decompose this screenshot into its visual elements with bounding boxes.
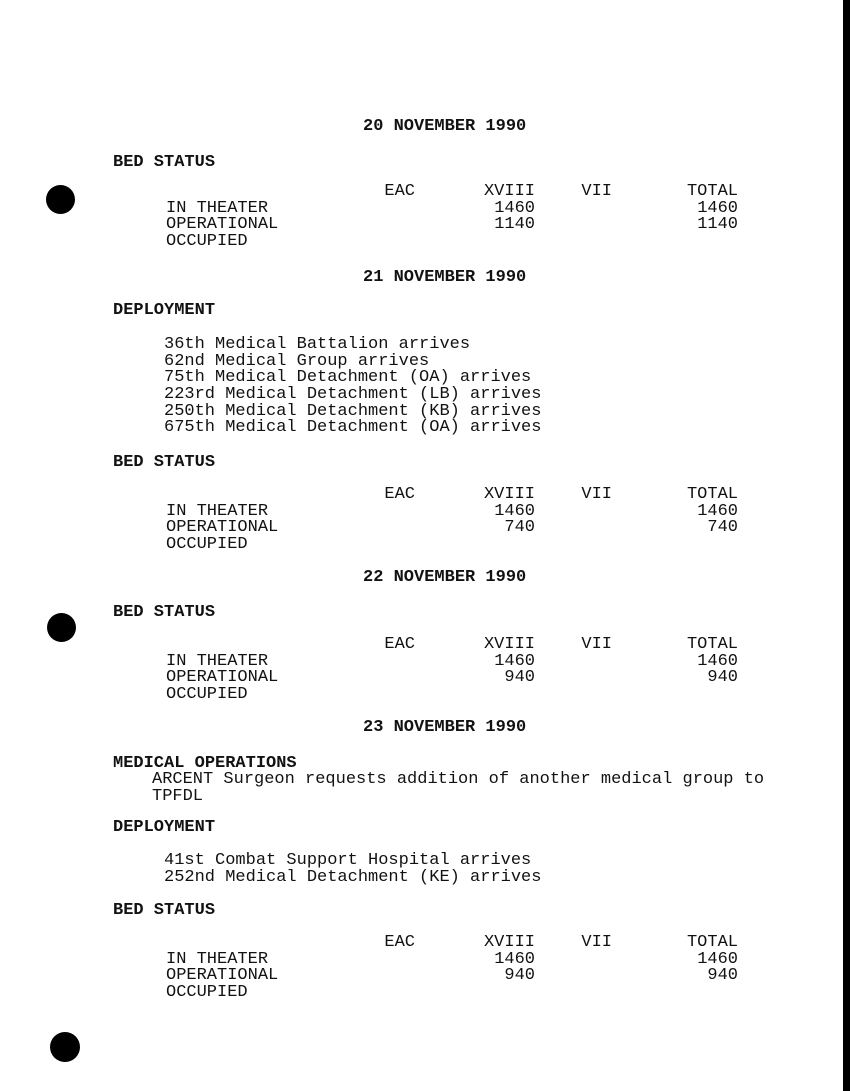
bed-status-table bbox=[0, 486, 850, 554]
column-header-xviii: XVIII bbox=[483, 182, 535, 201]
cell-xviii: 740 bbox=[504, 518, 535, 537]
cell-total: 1460 bbox=[697, 652, 738, 671]
column-header-eac: EAC bbox=[384, 933, 415, 952]
cell-total: 940 bbox=[707, 668, 738, 687]
column-header-xviii: XVIII bbox=[483, 635, 535, 654]
column-header-xviii: XVIII bbox=[483, 485, 535, 504]
bed-status-header-row bbox=[0, 934, 850, 951]
column-header-eac: EAC bbox=[384, 182, 415, 201]
column-header-total: TOTAL bbox=[686, 635, 738, 654]
table-row bbox=[0, 686, 850, 703]
row-label: IN THEATER bbox=[166, 199, 269, 218]
cell-xviii: 1460 bbox=[494, 199, 535, 218]
date-heading-23-nov: 23 NOVEMBER 1990 bbox=[363, 718, 527, 737]
table-row bbox=[0, 216, 850, 233]
bed-status-heading: BED STATUS bbox=[113, 153, 216, 172]
table-row bbox=[0, 984, 850, 1001]
deployment-heading: DEPLOYMENT bbox=[113, 818, 216, 837]
deployment-item: 75th Medical Detachment (OA) arrives bbox=[164, 368, 532, 387]
row-label: OCCUPIED bbox=[166, 685, 248, 704]
deployment-item: 41st Combat Support Hospital arrives bbox=[164, 851, 532, 870]
row-label: OPERATIONAL bbox=[166, 215, 279, 234]
row-label: IN THEATER bbox=[166, 502, 269, 521]
row-label: OCCUPIED bbox=[166, 232, 248, 251]
bed-status-header-row bbox=[0, 636, 850, 653]
cell-total: 1460 bbox=[697, 502, 738, 521]
column-header-vii: VII bbox=[581, 635, 612, 654]
table-row bbox=[0, 967, 850, 984]
bed-status-table bbox=[0, 934, 850, 1002]
row-label: OPERATIONAL bbox=[166, 518, 279, 537]
bed-status-table bbox=[0, 183, 850, 251]
date-heading-20-nov: 20 NOVEMBER 1990 bbox=[363, 117, 527, 136]
column-header-vii: VII bbox=[581, 182, 612, 201]
column-header-total: TOTAL bbox=[686, 182, 738, 201]
date-heading-21-nov: 21 NOVEMBER 1990 bbox=[363, 268, 527, 287]
medical-operations-text: TPFDL bbox=[152, 787, 204, 806]
cell-xviii: 1140 bbox=[494, 215, 535, 234]
row-label: OPERATIONAL bbox=[166, 966, 279, 985]
cell-xviii: 1460 bbox=[494, 502, 535, 521]
deployment-item: 250th Medical Detachment (KB) arrives bbox=[164, 402, 542, 421]
table-row bbox=[0, 233, 850, 250]
cell-xviii: 940 bbox=[504, 668, 535, 687]
deployment-item: 62nd Medical Group arrives bbox=[164, 352, 430, 371]
medical-operations-heading: MEDICAL OPERATIONS bbox=[113, 754, 297, 773]
cell-xviii: 1460 bbox=[494, 950, 535, 969]
bed-status-heading: BED STATUS bbox=[113, 453, 216, 472]
deployment-item: 252nd Medical Detachment (KE) arrives bbox=[164, 868, 542, 887]
bed-status-header-row bbox=[0, 486, 850, 503]
column-header-vii: VII bbox=[581, 933, 612, 952]
bed-status-heading: BED STATUS bbox=[113, 901, 216, 920]
table-row bbox=[0, 669, 850, 686]
cell-total: 940 bbox=[707, 966, 738, 985]
cell-xviii: 1460 bbox=[494, 652, 535, 671]
column-header-total: TOTAL bbox=[686, 485, 738, 504]
row-label: OCCUPIED bbox=[166, 983, 248, 1002]
row-label: OPERATIONAL bbox=[166, 668, 279, 687]
column-header-vii: VII bbox=[581, 485, 612, 504]
deployment-item: 675th Medical Detachment (OA) arrives bbox=[164, 418, 542, 437]
bed-status-table bbox=[0, 636, 850, 704]
hole-punch-bottom bbox=[50, 1032, 80, 1062]
table-row bbox=[0, 519, 850, 536]
column-header-xviii: XVIII bbox=[483, 933, 535, 952]
table-row bbox=[0, 536, 850, 553]
bed-status-header-row bbox=[0, 183, 850, 200]
cell-total: 1140 bbox=[697, 215, 738, 234]
medical-operations-text: ARCENT Surgeon requests addition of another medical group to bbox=[152, 770, 765, 789]
deployment-item: 223rd Medical Detachment (LB) arrives bbox=[164, 385, 542, 404]
deployment-item: 36th Medical Battalion arrives bbox=[164, 335, 471, 354]
row-label: OCCUPIED bbox=[166, 535, 248, 554]
bed-status-heading: BED STATUS bbox=[113, 603, 216, 622]
date-heading-22-nov: 22 NOVEMBER 1990 bbox=[363, 568, 527, 587]
row-label: IN THEATER bbox=[166, 950, 269, 969]
column-header-total: TOTAL bbox=[686, 933, 738, 952]
cell-total: 1460 bbox=[697, 199, 738, 218]
row-label: IN THEATER bbox=[166, 652, 269, 671]
cell-total: 740 bbox=[707, 518, 738, 537]
cell-total: 1460 bbox=[697, 950, 738, 969]
column-header-eac: EAC bbox=[384, 635, 415, 654]
column-header-eac: EAC bbox=[384, 485, 415, 504]
cell-xviii: 940 bbox=[504, 966, 535, 985]
deployment-heading: DEPLOYMENT bbox=[113, 301, 216, 320]
